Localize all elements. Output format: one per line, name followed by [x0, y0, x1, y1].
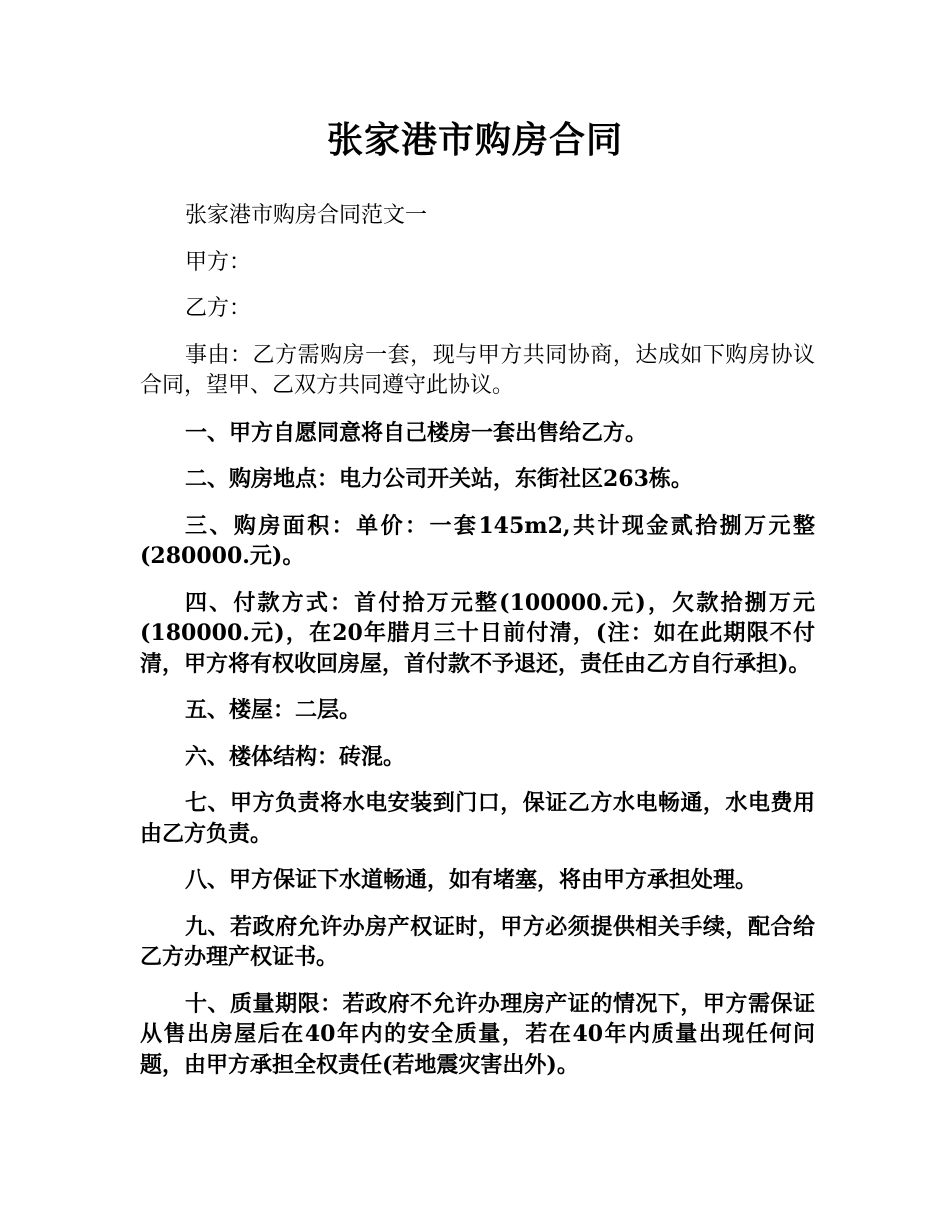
paragraph-clause-6: 六、楼体结构：砖混。 — [185, 743, 406, 770]
paragraph-clause-10: 十、质量期限：若政府不允许办理房产证的情况下，甲方需保证从售出房屋后在40年内的安全质量，若在40年内质量出现任何问题，由甲方承担全权责任(若地震灾害出外)。 — [140, 990, 815, 1078]
document-body — [140, 201, 815, 1096]
paragraph-clause-9: 九、若政府允许办房产权证时，甲方必须提供相关手续，配合给乙方办理产权证书。 — [140, 913, 815, 970]
paragraph-clause-1: 一、甲方自愿同意将自己楼房一套出售给乙方。 — [185, 419, 648, 446]
paragraph-party-b: 乙方： — [185, 296, 252, 321]
paragraph-subtitle: 张家港市购房合同范文一 — [185, 203, 428, 228]
paragraph-clause-5: 五、楼屋：二层。 — [185, 697, 362, 723]
paragraph-reason: 事由：乙方需购房一套，现与甲方共同协商，达成如下购房协议合同，望甲、乙双方共同遵守此协议。 — [140, 342, 815, 398]
paragraph-clause-2: 二、购房地点：电力公司开关站，东街社区263栋。 — [185, 466, 693, 492]
paragraph-clause-3: 三、购房面积：单价：一套145m2,共计现金贰拾捌万元整(280000.元)。 — [140, 512, 815, 569]
paragraph-clause-7: 七、甲方负责将水电安装到门口，保证乙方水电畅通，水电费用由乙方负责。 — [140, 790, 815, 847]
document-title: 张家港市购房合同 — [326, 120, 623, 161]
paragraph-clause-4: 四、付款方式：首付拾万元整(100000.元)，欠款拾捌万元(180000.元)，在20年腊月三十日前付清，(注：如在此期限不付清，甲方将有权收回房屋，首付款不予退还，责任由乙方自行承担)。 — [140, 589, 815, 677]
paragraph-party-a: 甲方： — [185, 249, 252, 275]
paragraph-clause-8: 八、甲方保证下水道畅通，如有堵塞，将由甲方承担处理。 — [185, 867, 758, 893]
